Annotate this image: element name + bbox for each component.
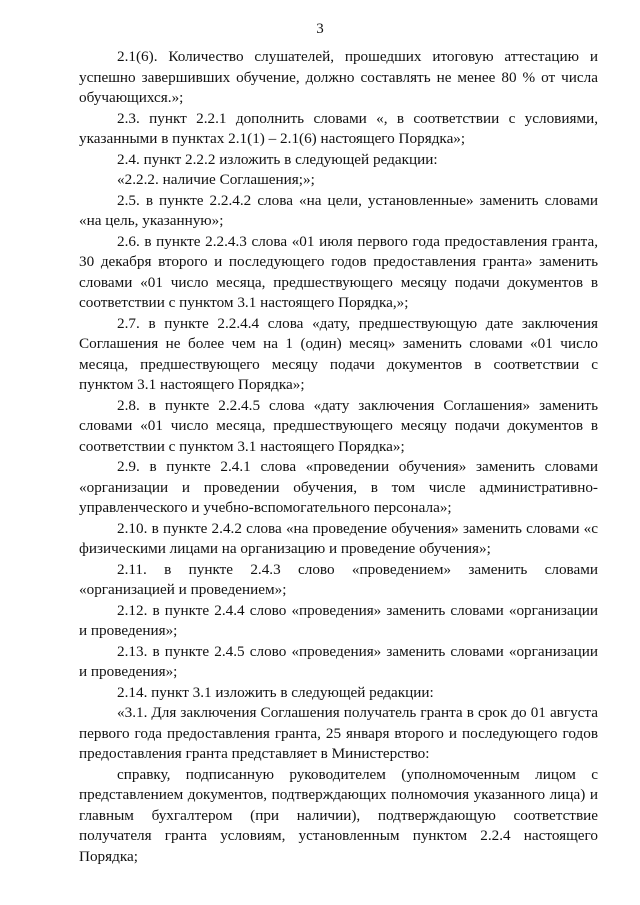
paragraph-2-7: 2.7. в пункте 2.2.4.4 слова «дату, предшествующую дате заключения Соглашения не более чем на 1 (один) месяц» заменить словами «01 число месяца, предшествующего месяцу подачи документов в соответствии с пунктом 3.1 настоящего Порядка»; <box>79 314 598 393</box>
paragraph-2-1-6: 2.1(6). Количество слушателей, прошедших итоговую аттестацию и успешно завершивших обучение, должно составлять не менее 80 % от числа обучающихся.»; <box>79 48 598 106</box>
paragraph-2-11: 2.11. в пункте 2.4.3 слово «проведением» заменить словами «организацией и проведением»; <box>79 560 598 598</box>
paragraph-2-6: 2.6. в пункте 2.2.4.3 слова «01 июля первого года предоставления гранта, 30 декабря второго и последующего годов предоставления гранта» заменить словами «01 число месяца, предшествующего месяцу подачи документов в соответствии с пунктом 3.1 настоящего Порядка,»; <box>79 232 598 311</box>
paragraph-2-13: 2.13. в пункте 2.4.5 слово «проведения» заменить словами «организации и проведения»; <box>79 642 598 680</box>
paragraph-2-5: 2.5. в пункте 2.2.4.2 слова «на цели, установленные» заменить словами «на цель, указанную»; <box>79 191 598 229</box>
paragraph-2-12: 2.12. в пункте 2.4.4 слово «проведения» заменить словами «организации и проведения»; <box>79 601 598 639</box>
document-body <box>79 47 598 867</box>
paragraph-3-1-quote: «3.1. Для заключения Соглашения получатель гранта в срок до 01 августа первого года предоставления гранта, 25 января второго и последующего годов предоставления гранта представляет в Министерство: <box>79 704 598 762</box>
paragraph-2-9: 2.9. в пункте 2.4.1 слова «проведении обучения» заменить словами «организации и проведении обучения, в том числе административно-управленческого и учебно-вспомогательного персонала»; <box>79 458 598 516</box>
paragraph-2-3: 2.3. пункт 2.2.1 дополнить словами «, в соответствии с условиями, указанными в пунктах 2.1(1) – 2.1(6) настоящего Порядка»; <box>79 109 598 147</box>
paragraph-2-10: 2.10. в пункте 2.4.2 слова «на проведение обучения» заменить словами «с физическими лицами на организацию и проведение обучения»; <box>79 519 598 557</box>
paragraph-2-14: 2.14. пункт 3.1 изложить в следующей редакции: <box>117 683 434 701</box>
paragraph-2-4: 2.4. пункт 2.2.2 изложить в следующей редакции: <box>117 150 438 168</box>
paragraph-2-8: 2.8. в пункте 2.2.4.5 слова «дату заключения Соглашения» заменить словами «01 число месяца, предшествующего месяцу подачи документов в соответствии с пунктом 3.1 настоящего Порядка»; <box>79 396 598 455</box>
paragraph-certificate: справку, подписанную руководителем (уполномоченным лицом с представлением документов, подтверждающих полномочия указанного лица) и главным бухгалтером (при наличии), подтверждающую соответствие получателя гранта условиям, установленным пунктом 2.2.4 настоящего Порядка; <box>79 765 598 865</box>
page-number: 3 <box>316 21 324 37</box>
paragraph-2-2-2-quote: «2.2.2. наличие Соглашения;»; <box>117 171 315 188</box>
